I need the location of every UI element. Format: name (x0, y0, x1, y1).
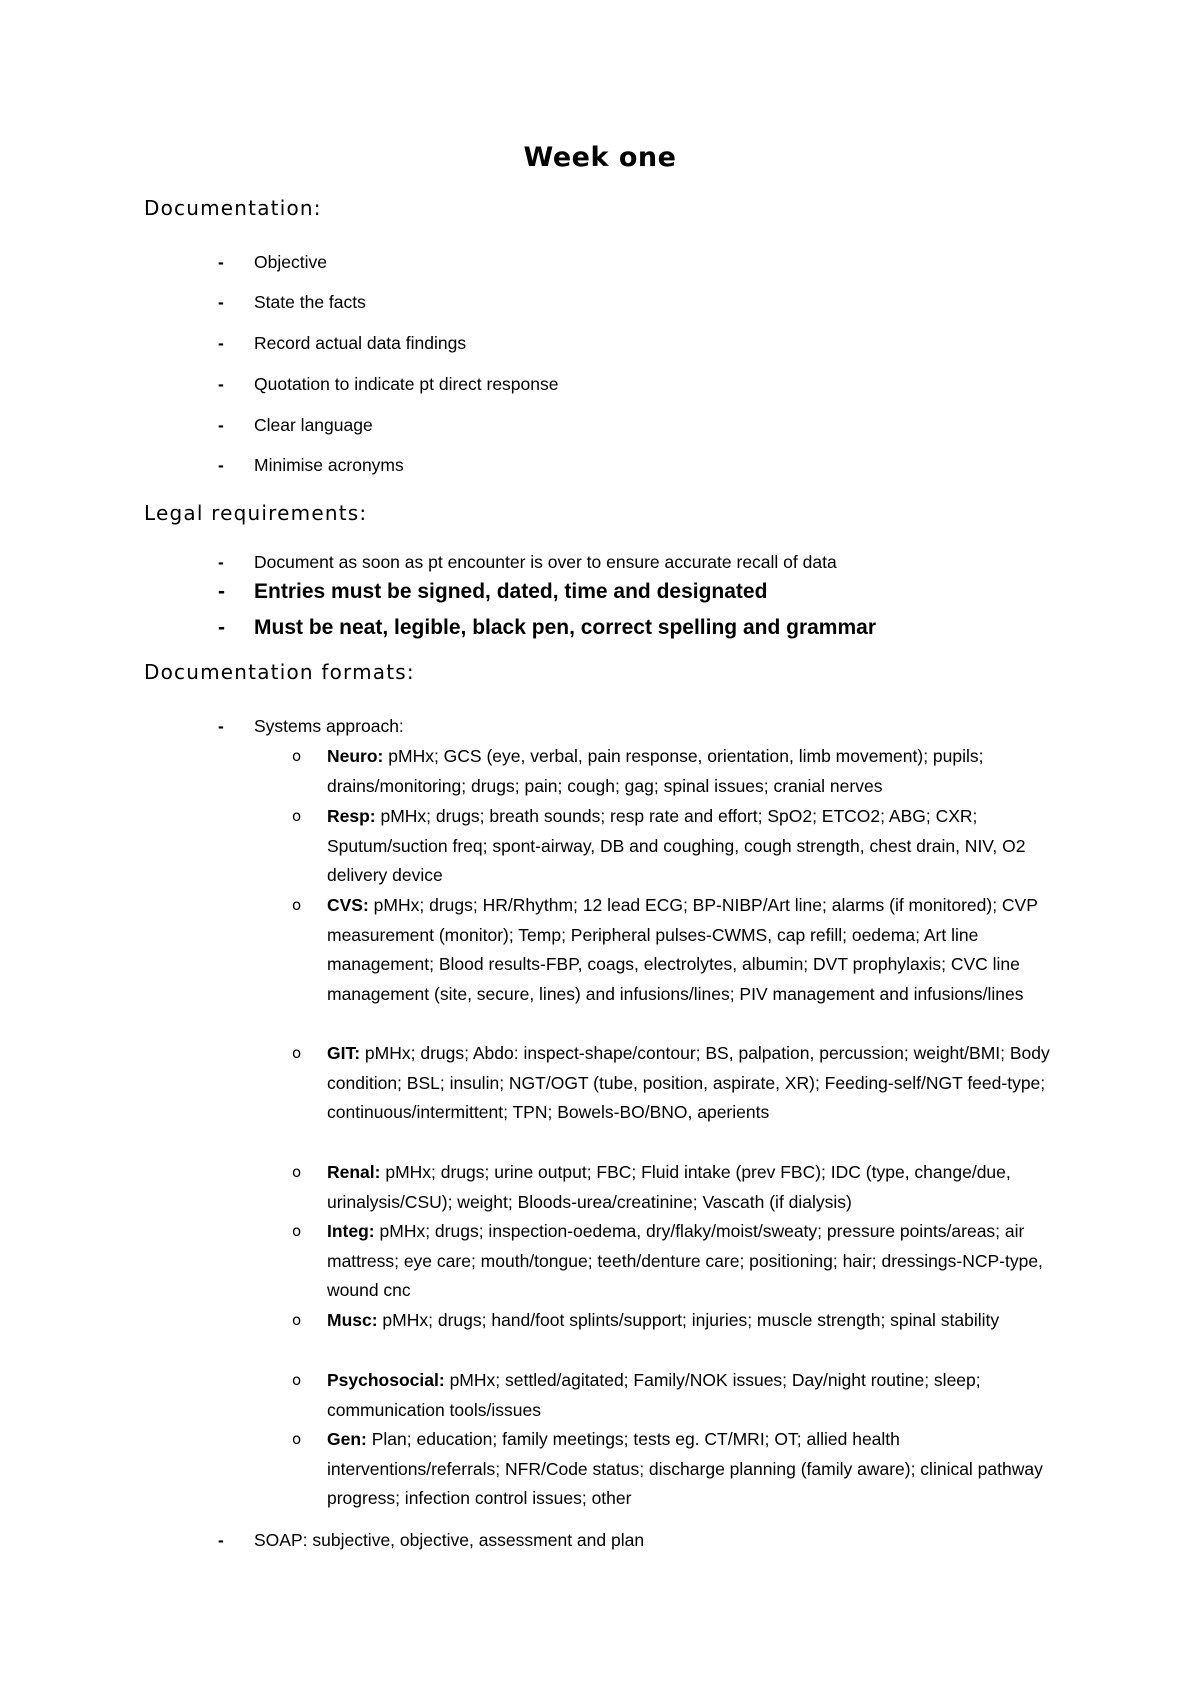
circle-bullet: o (292, 1371, 302, 1389)
dash-bullet: - (218, 616, 225, 639)
dash-bullet: - (218, 292, 224, 312)
dash-bullet: - (218, 333, 224, 353)
circle-bullet: o (292, 1163, 302, 1181)
circle-bullet: o (292, 1044, 302, 1062)
dash-bullet: - (218, 580, 225, 603)
dash-bullet: - (218, 455, 224, 475)
circle-bullet: o (292, 1430, 302, 1448)
dash-bullet: - (218, 552, 224, 572)
heading-documentation-formats: Documentation formats: (144, 660, 415, 684)
heading-legal-requirements: Legal requirements: (144, 501, 368, 525)
dash-bullet: - (218, 1530, 224, 1550)
circle-bullet: o (292, 1311, 302, 1329)
dash-bullet: - (218, 716, 224, 736)
dash-bullet: - (218, 374, 224, 394)
dash-bullet: - (218, 252, 224, 272)
dash-bullet: - (218, 415, 224, 435)
circle-bullet: o (292, 807, 302, 825)
heading-documentation: Documentation: (144, 196, 322, 220)
circle-bullet: o (292, 1222, 302, 1240)
circle-bullet: o (292, 896, 302, 914)
circle-bullet: o (292, 747, 302, 765)
page-title: Week one (523, 142, 677, 173)
document-page: Week one Documentation: - Objective - State the facts - Record actual data findings - Quotation to indicate pt direct response - Clear language - Minimise acronyms Legal requirements: - Document as soon as pt encounter is over to ensure accurate recall of data - Entries must be signed, dated, time and designated - Must be neat, legible, black pen, correct spelling and grammar Documentation formats: - Systems approach: o Neuro: pMHx; GCS (eye, verbal, pain response, orientation, limb movement); pupils; drains/monitoring; drugs; pain; cough; gag; spinal issues; cranial nerves o Resp: pMHx; drugs; breath sounds; resp rate and effort; SpO2; ETCO2; ABG; CXR; Sputum/suction freq; spont-airway, DB and coughing, cough strength, chest drain, NIV, O2 delivery device o CVS: pMHx; drugs; HR/Rhythm; 12 lead ECG; BP-NIBP/Art line; alarms (if monitored); CVP measurement (monitor); Temp; Peripheral pulses-CWMS, cap refill; oedema; Art line management; Blood results-FBP, coags, electrolytes, albumin; DVT prophylaxis; CVC line management (site, secure, lines) and infusions/lines; PIV management and infusions/lines o GIT: pMHx; drugs; Abdo: inspect-shape/contour; BS, palpation, percussion; weight/BMI; Body condition; BSL; insulin; NGT/OGT (tube, position, aspirate, XR); Feeding-self/NGT feed-type; continuous/intermittent; TPN; Bowels-BO/BNO, aperients o Renal: pMHx; drugs; urine output; FBC; Fluid intake (prev FBC); IDC (type, change/due, urinalysis/CSU); weight; Bloods-urea/creatinine; Vascath (if dialysis) o Integ: pMHx; drugs; inspection-oedema, dry/flaky/moist/sweaty; pressure points/areas; air mattress; eye care; mouth/tongue; teeth/denture care; positioning; hair; dressings-NCP-type, wound cnc o Musc: pMHx; drugs; hand/foot splints/support; injuries; muscle strength; spinal stability o Psychosocial: pMHx; settled/agitated; Family/NOK issues; Day/night routine; sleep; communication tools/issues o Gen: Plan; education; family meetings; tests eg. CT/MRI; OT; allied health interventions/referrals; NFR/Code status; discharge planning (family aware); clinical pathway progress; infection control issues; other - SOAP: subjective, objective, assessment and plan (0, 0, 1200, 1698)
